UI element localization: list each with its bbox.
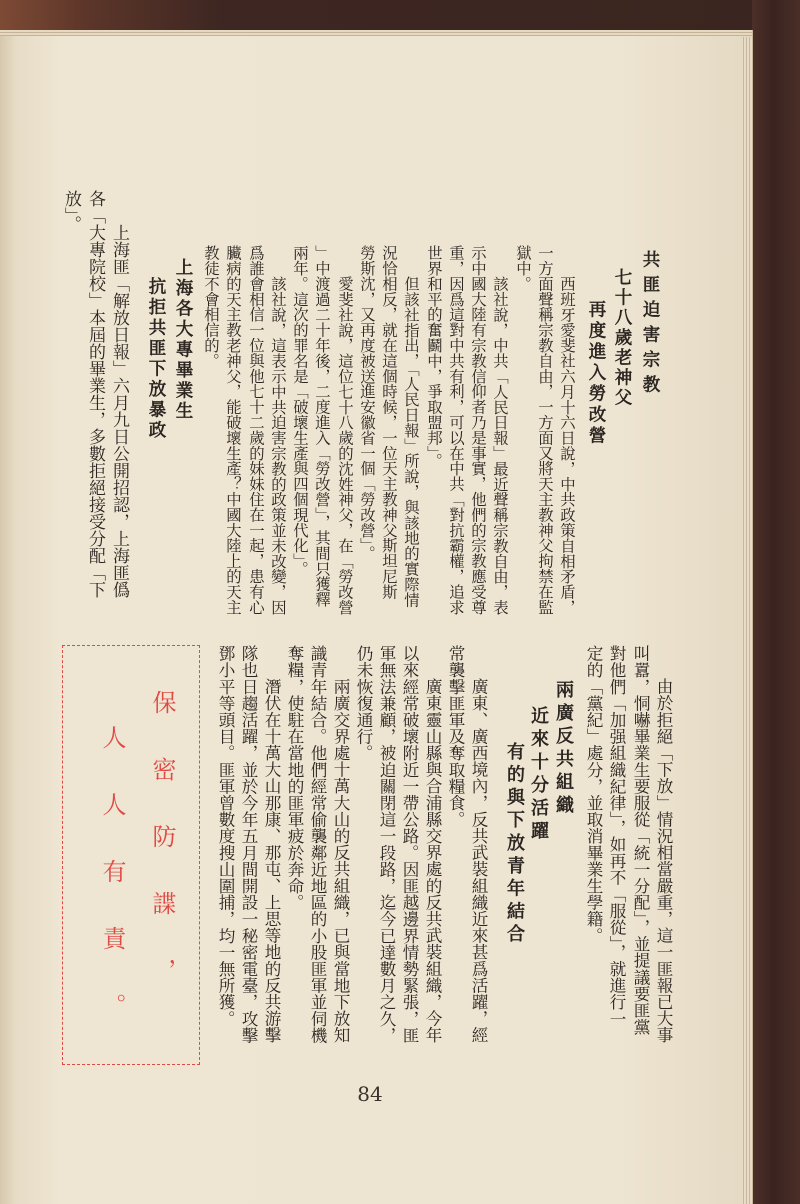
slogan-line-1: 保密防諜， <box>148 690 176 1025</box>
body-line: 以來經常破壞附近一帶公路。因匪越邊界情勢緊張，匪 <box>400 645 419 1044</box>
body-line: 常襲擊匪軍及奪取糧食。 <box>446 645 465 828</box>
body-line: 上海匪「解放日報」六月九日公開招認，上海匪僞 <box>109 224 129 598</box>
body-line: 重，因爲這對中共有利，可以在中共「對抗霸權，追求 <box>447 245 465 615</box>
slogan-line-2: 人人有責。 <box>98 725 126 1060</box>
body-line: 兩年。這次的罪名是「破壞生產與四個現代化」。 <box>291 245 309 577</box>
body-line: 一方面聲稱宗教自由，一方面又將天主教神父拘禁在監 <box>536 245 554 615</box>
body-line: 叫囂，恫嚇畢業生要服從「統一分配」，並提議要匪黨 <box>631 645 650 1036</box>
headline-guangxi-1: 兩廣反共組織 <box>553 680 574 818</box>
body-line: 該社說，這表示中共迫害宗教的政策並未改變，因 <box>269 275 287 615</box>
slogan-box <box>62 645 200 1065</box>
headline-graduates-1: 上海各大專畢業生 <box>173 258 193 422</box>
body-line: 由於拒絕「下放」情況相當嚴重，這一匪報已大事 <box>654 678 673 1044</box>
body-line: 臟病的天主教老神父，能破壞生產？中國大陸上的天主 <box>224 245 242 615</box>
body-line: 識青年結合。他們經常偷襲鄰近地區的小股匪軍並伺機 <box>308 645 327 1044</box>
body-line: 勞斯沈，又再度被送進安徽省一個「勞改營」。 <box>358 245 376 561</box>
body-line: 軍無法兼顧，被迫關閉這一段路，迄今已達數月之久， <box>377 645 396 1044</box>
body-line: 該社說，中共「人民日報」最近聲稱宗教自由，表 <box>491 275 509 615</box>
headline-guangxi-2: 近來十分活躍 <box>528 706 549 844</box>
body-line: 廣東靈山縣與合浦縣交界處的反共武裝組織，今年 <box>423 678 442 1044</box>
body-line: 鄧小平等頭目。匪軍曾數度搜山圍捕，均一無所獲。 <box>216 645 235 1027</box>
headline-guangxi-3: 有的與下放青年結合 <box>504 742 525 948</box>
body-line: 爲誰會相信一位與他七十二歲的妹妹住在一起，患有心 <box>247 245 265 615</box>
body-line: 世界和平的奮鬬中，爭取盟邦」。 <box>425 245 443 469</box>
headline-religion-2: 七十八歲老神父 <box>612 268 632 408</box>
body-line: 但該社指出，「人民日報」所說，與該地的實際情 <box>402 275 420 607</box>
body-line: 獄中。 <box>514 245 532 292</box>
body-line: 定的「黨紀」處分，並取消畢業生學籍。 <box>584 645 603 944</box>
body-line: 示中國大陸有宗教信仰者乃是事實，他們的宗教應受尊 <box>469 245 487 615</box>
body-line: 西班牙愛斐社六月十六日說，中共政策自相矛盾， <box>558 275 576 615</box>
body-line: 各「大專院校」本屆的畢業生，多數拒絕接受分配「下 <box>85 190 105 598</box>
body-line: 隊也日趨活躍，並於今年五月間開設一秘密電臺，攻擊 <box>239 645 258 1044</box>
body-line: 教徒不會相信的。 <box>202 245 220 369</box>
body-line: 對他們「加强組織紀律」，如再不「服從」，就進行一 <box>607 645 626 1027</box>
body-line: 愛斐社說，這位七十八歲的沈姓神父，在「勞改營 <box>336 275 354 615</box>
body-line: 仍未恢復通行。 <box>354 645 373 762</box>
headline-graduates-2: 抗拒共匪下放暴政 <box>146 277 166 441</box>
book-cover-right <box>752 0 800 1204</box>
body-line: 潛伏在十萬大山那康、那屯、上思等地的反共游擊 <box>262 678 281 1044</box>
headline-religion-1: 共匪迫害宗教 <box>640 250 660 400</box>
body-line: 廣東、廣西境內，反共武裝組織近來甚爲活躍，經 <box>469 678 488 1044</box>
headline-religion-3: 再度進入勞改營 <box>586 300 606 447</box>
body-line: 奪糧，使駐在當地的匪軍疲於奔命。 <box>285 645 304 911</box>
body-line: 」中渡過二十年後，二度進入「勞改營」，其間只獲釋 <box>313 245 331 607</box>
body-line: 兩廣交界處十萬大山的反共組織，已與當地下放知 <box>331 678 350 1044</box>
body-line: 放」。 <box>61 190 81 233</box>
body-line: 況恰相反，就在這個時候，一位天主教神父斯坦尼斯 <box>380 245 398 600</box>
page-number: 84 <box>357 1082 383 1106</box>
